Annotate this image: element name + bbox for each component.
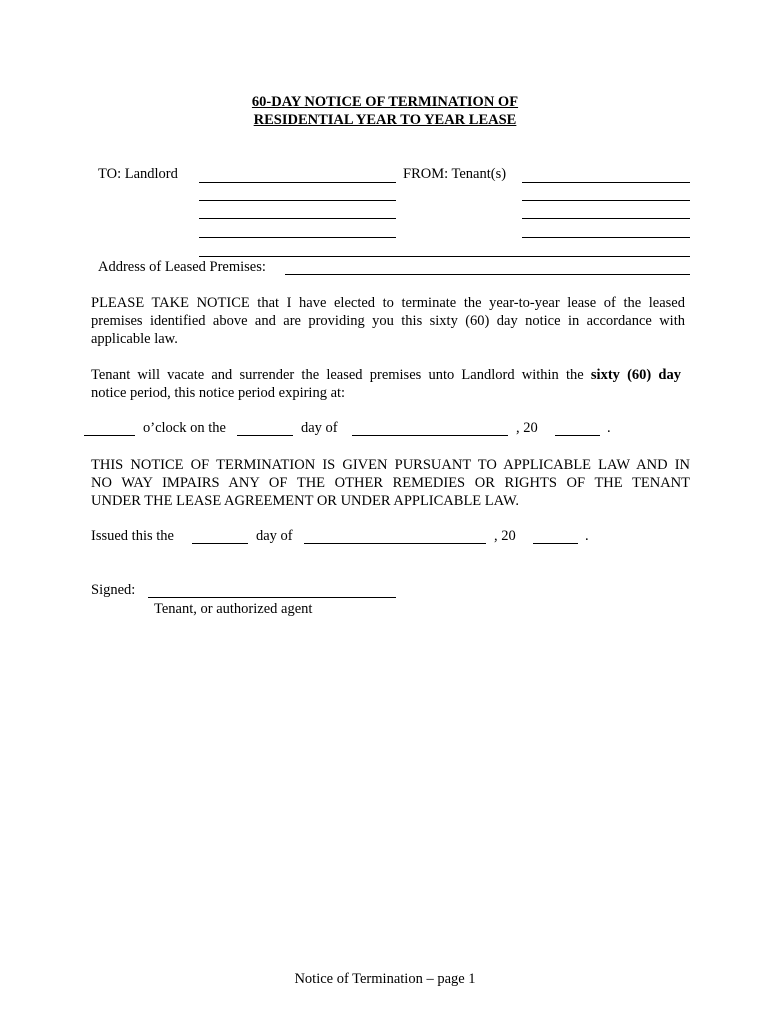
signature-field[interactable]	[148, 597, 396, 598]
issued-period: .	[585, 528, 589, 544]
notice-line-1: PLEASE TAKE NOTICE that I have elected to terminate the year-to-year lease of the leased	[91, 295, 685, 311]
vacate-line-1-bold: sixty (60) day	[590, 367, 681, 383]
landlord-field-3[interactable]	[199, 218, 396, 219]
landlord-field-4[interactable]	[199, 237, 396, 238]
title-line-2: RESIDENTIAL YEAR TO YEAR LEASE	[253, 112, 517, 128]
notice-line-2: premises identified above and are providing you this sixty (60) day notice in accordance with	[91, 313, 685, 329]
law-paragraph	[91, 456, 690, 510]
signature-caption: Tenant, or authorized agent	[154, 601, 313, 617]
expiry-period: .	[607, 420, 611, 436]
address-field[interactable]	[285, 274, 690, 275]
issued-year-field[interactable]	[533, 543, 578, 544]
tenant-field-3[interactable]	[522, 218, 690, 219]
expiry-dayof-label: day of	[301, 420, 338, 436]
expiry-hour-field[interactable]	[84, 435, 135, 436]
issued-year-prefix: , 20	[494, 528, 516, 544]
tenant-field-2[interactable]	[522, 200, 690, 201]
vacate-line-1-text: Tenant will vacate and surrender the leased premises unto Landlord within the	[91, 367, 591, 383]
expiry-day-field[interactable]	[237, 435, 293, 436]
expiry-year-prefix: , 20	[516, 420, 538, 436]
tenant-field-1[interactable]	[522, 182, 690, 183]
landlord-field-1[interactable]	[199, 182, 396, 183]
law-line-2: NO WAY IMPAIRS ANY OF THE OTHER REMEDIES OR RIGHTS OF THE TENANT	[91, 475, 690, 491]
issued-day-field[interactable]	[192, 543, 248, 544]
to-landlord-label: TO: Landlord	[98, 166, 178, 182]
tenant-field-4[interactable]	[522, 237, 690, 238]
title-line-1: 60-DAY NOTICE OF TERMINATION OF	[251, 94, 519, 110]
page-footer: Notice of Termination – page 1	[294, 971, 476, 987]
expiry-oclock-label: o’clock on the	[143, 420, 226, 436]
notice-paragraph	[91, 294, 685, 348]
law-line-3: UNDER THE LEASE AGREEMENT OR UNDER APPLICABLE LAW.	[91, 493, 519, 509]
issued-prefix: Issued this the	[91, 528, 174, 544]
signed-label: Signed:	[91, 582, 136, 598]
address-line-upper[interactable]	[199, 256, 690, 257]
vacate-line-2: notice period, this notice period expiring at:	[91, 385, 346, 401]
address-label: Address of Leased Premises:	[98, 259, 266, 275]
vacate-line-1	[91, 366, 681, 384]
landlord-field-2[interactable]	[199, 200, 396, 201]
vacate-paragraph	[91, 366, 681, 402]
issued-dayof-label: day of	[256, 528, 293, 544]
notice-line-3: applicable law.	[91, 331, 178, 347]
expiry-month-field[interactable]	[352, 435, 508, 436]
law-line-1: THIS NOTICE OF TERMINATION IS GIVEN PURSUANT TO APPLICABLE LAW AND IN	[91, 457, 690, 473]
issued-month-field[interactable]	[304, 543, 486, 544]
expiry-year-field[interactable]	[555, 435, 600, 436]
from-tenant-label: FROM: Tenant(s)	[403, 166, 507, 182]
